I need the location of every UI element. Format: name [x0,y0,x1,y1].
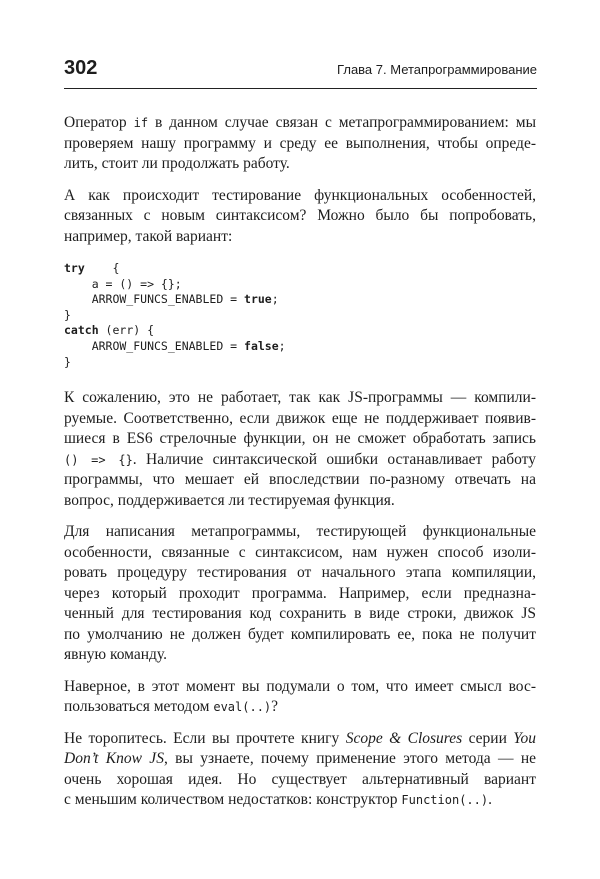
paragraph-if-operator [64,113,536,175]
text-line: с меньшим количеством недостатков: конструктор Function(..). [64,791,492,809]
text-line: ченный для тестирования код сохранить в виде строки, движок JS [64,605,536,623]
text-line: явную команду. [64,646,167,664]
text-line: шиеся в ES6 стрелочные функции, он не сможет обработать запись [64,430,536,448]
series-title: You [513,729,536,747]
text-line: через который проходит программа. Например, если предназна- [64,584,536,602]
text-line: программы, что мешает ей впоследствии по-разному отвечать на [64,471,536,489]
text-line: пользоваться методом eval(..)? [64,698,279,716]
text-line: К сожалению, это не работает, так как JS-программы — компили- [64,389,536,407]
paragraph-function-constructor [64,729,536,811]
paragraph-eval [64,677,536,718]
text-line: Наверное, в этот момент вы подумали о том, что имеет смысл вос- [64,677,536,695]
paragraph-syntax-testing [64,186,536,248]
chapter-title: Глава 7. Метапрограммирование [337,62,537,77]
text-line: А как происходит тестирование функциональных особенностей, [64,186,536,204]
paragraph-compiled-programs [64,388,536,511]
text-line: очень хорошая идея. Но существует альтернативный вариант [64,770,536,788]
inline-code: () => {} [64,452,133,467]
inline-code: if [133,116,149,130]
code-block: try { a = () => {}; ARROW_FUNCS_ENABLED = true; } catch (err) { ARROW_FUNCS_ENABLED = false; } [64,261,286,369]
text-line: по умолчанию не должен будет компилировать ее, пока не получит [64,625,536,643]
page-header [64,52,537,89]
inline-code: eval(..) [213,700,272,715]
text-line: проверяем нашу программу и среду ее выполнения, чтобы опреде- [64,134,536,152]
book-title: Scope & Closures [345,729,463,747]
page-number: 302 [64,57,98,79]
text-line: руемые. Соответственно, если движок еще не поддерживает появив- [64,409,536,427]
text-line: Don’t Know JS, вы узнаете, почему применение этого метода — не [64,750,536,768]
paragraph-metaprogram [64,522,536,666]
text-line: особенности, связанные с синтаксисом, нам нужен способ изоли- [64,543,536,561]
text-line: например, такой вариант: [64,227,233,245]
series-title: Don’t Know JS [64,750,164,768]
text-line: () => {}. Наличие синтаксической ошибки останавливает работу [64,450,537,468]
text-line: Не торопитесь. Если вы прочтете книгу Scope & Closures серии You [64,729,536,747]
text-line: вопрос, поддерживается ли тестируемая функция. [64,491,395,509]
text-line: Оператор if в данном случае связан с метапрограммированием: мы [64,114,536,131]
text-line: лить, стоит ли продолжать работу. [64,155,290,172]
inline-code: Function(..) [401,793,489,808]
page-body [64,113,536,822]
text-line: связанных с новым синтаксисом? Можно было бы попробовать, [64,207,536,224]
text-line: ровать процедуру тестирования от начального этапа компиляции, [64,564,536,582]
text-line: Для написания метапрограммы, тестирующей функциональные [64,523,536,541]
